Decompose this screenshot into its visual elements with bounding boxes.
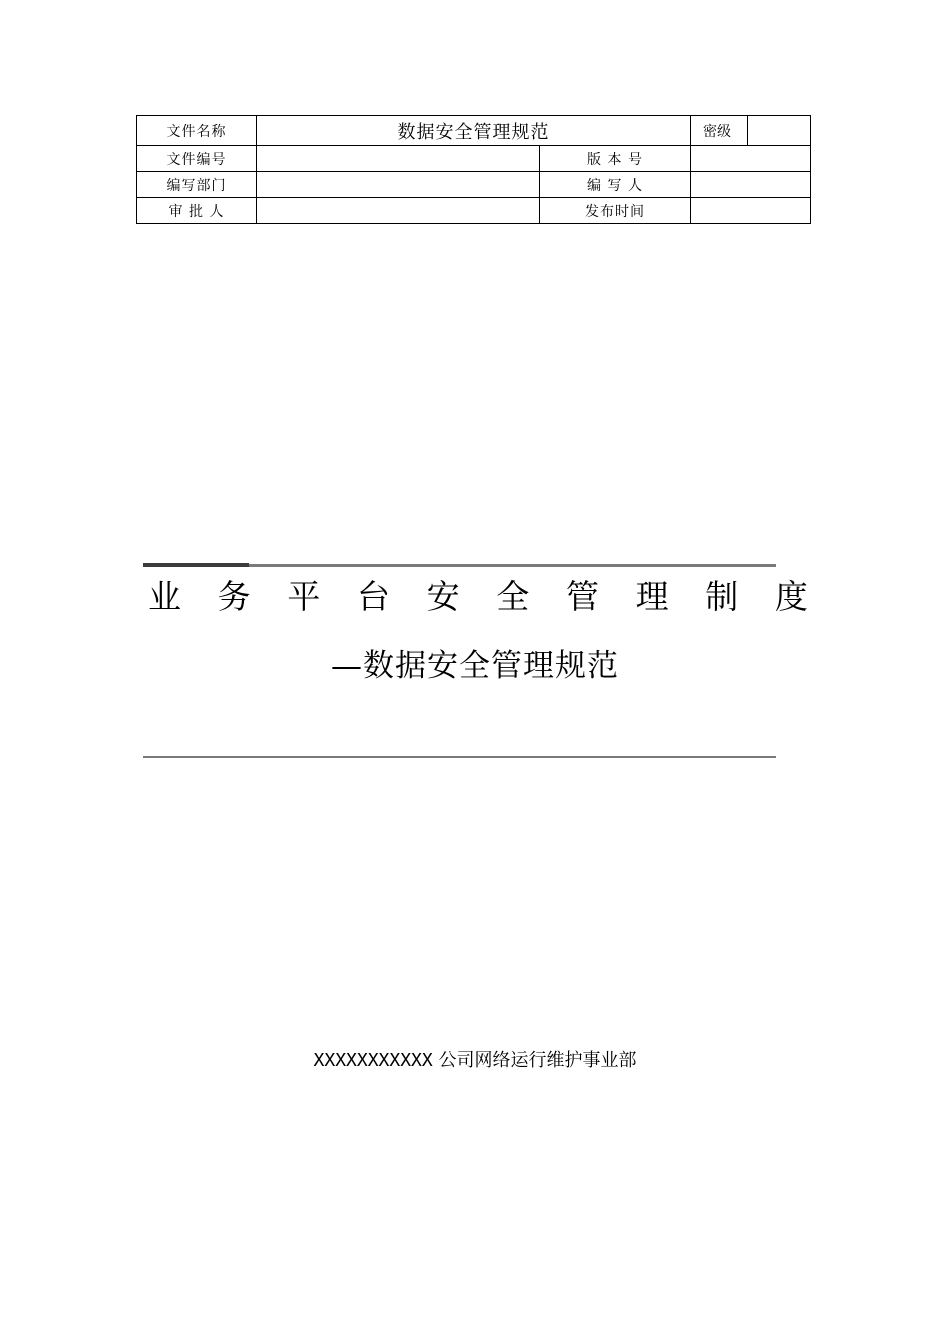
document-subtitle: —数据安全管理规范 [331,648,619,684]
secret-value [748,116,811,146]
row-approver [137,198,811,224]
doc-name-value: 数据安全管理规范 [257,116,691,146]
document-info-table [136,115,811,224]
doc-number-label: 文件编号 [137,146,257,172]
dept-label: 编写部门 [137,172,257,198]
row-doc-name [137,116,811,146]
document-title [148,574,808,620]
title-char: 平 [287,577,321,616]
title-char: 务 [217,577,251,616]
publish-value [691,198,811,224]
title-top-rule-accent [143,563,249,567]
doc-number-value [257,146,540,172]
row-doc-number [137,146,811,172]
title-char: 业 [148,577,181,616]
author-label: 编 写 人 [540,172,691,198]
row-dept [137,172,811,198]
approver-value [257,198,540,224]
secret-label: 密级 [691,116,748,146]
version-label: 版 本 号 [540,146,691,172]
approver-label: 审 批 人 [137,198,257,224]
title-bottom-rule [143,756,776,758]
version-value [691,146,811,172]
publish-label: 发布时间 [540,198,691,224]
organization-department: 公司网络运行维护事业部 [438,1050,637,1071]
author-value [691,172,811,198]
title-char: 全 [496,577,530,616]
title-char: 理 [635,577,669,616]
organization-name [0,1048,950,1074]
organization-code: XXXXXXXXXXX [313,1050,433,1071]
title-char: 度 [774,577,808,616]
title-char: 台 [356,577,390,616]
doc-name-label: 文件名称 [137,116,257,146]
title-char: 制 [705,577,739,616]
title-char: 管 [565,577,599,616]
dept-value [257,172,540,198]
title-char: 安 [426,577,460,616]
